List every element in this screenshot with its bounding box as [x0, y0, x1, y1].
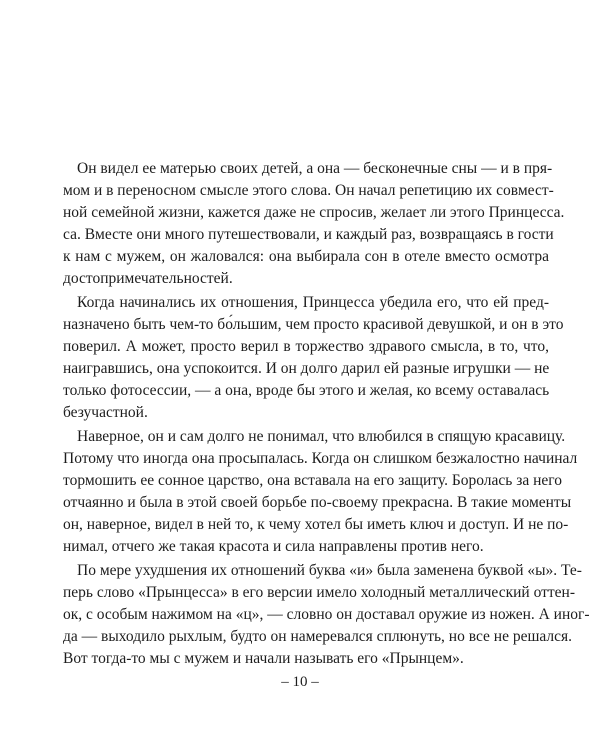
text-line: поверил. А может, просто верил в торжество здравого смысла, в то, что,: [63, 338, 549, 355]
text-line: отчаянно и была в этой своей борьбе по-своему прекрасна. В такие моменты: [63, 494, 572, 511]
text-line: ной семейной жизни, кажется даже не спросив, желает ли этого Принцесса.: [63, 204, 565, 221]
text-line: безучастной.: [63, 404, 148, 421]
text-line: По мере ухудшения их отношений буква «и» была заменена буквой «ы». Те-: [77, 562, 582, 579]
text-line: наигравшись, она успокоится. И он долго дарил ей разные игрушки — не: [63, 360, 550, 377]
text-line: са. Вместе они много путешествовали, и каждый раз, возвращаясь в гости: [63, 226, 554, 243]
text-line: Он видел ее матерью своих детей, а она — бесконечные сны — и в пря-: [77, 160, 553, 177]
paragraph-1: [63, 158, 565, 290]
text-line: ок, с особым нажимом на «ц», — словно он доставал оружие из ножен. А иног-: [63, 606, 590, 623]
paragraph-2: [63, 292, 564, 424]
page-number: – 10 –: [281, 674, 319, 690]
paragraph-3: [63, 426, 578, 558]
text-line: перь слово «Прынцесса» в его версии имело холодный металлический оттен-: [63, 584, 576, 601]
text-line: только фотосессии, — а она, вроде бы этого и желая, ко всему оставалась: [63, 382, 550, 399]
text-line: к нам с мужем, он жаловался: она выбирала сон в отеле вместо осмотра: [63, 248, 549, 265]
text-line: тормошить ее сонное царство, она вставала на его защиту. Боролась за него: [63, 472, 562, 489]
text-line: Когда начинались их отношения, Принцесса убедила его, что ей пред-: [77, 294, 549, 311]
paragraph-4: [63, 560, 590, 670]
text-line: достопримечательностей.: [63, 270, 233, 287]
text-line: Потому что иногда она просыпалась. Когда он слишком безжалостно начинал: [63, 450, 578, 467]
text-line: он, наверное, видел в ней то, к чему хотел бы иметь ключ и доступ. И не по-: [63, 516, 569, 533]
text-line: Наверное, он и сам долго не понимал, что влюбился в спящую красавицу.: [77, 428, 566, 445]
text-line: нимал, отчего же такая красота и сила направлены против него.: [63, 538, 484, 555]
body-text: [63, 158, 590, 670]
text-line: назначено быть чем-то бо́льшим, чем просто красивой девушкой, и он в это: [63, 316, 564, 333]
text-line: да — выходило рыхлым, будто он намеревался сплюнуть, но все не решался.: [63, 628, 573, 645]
text-line: Вот тогда-то мы с мужем и начали называть его «Прынцем».: [63, 650, 464, 667]
text-line: мом и в переносном смысле этого слова. Он начал репетицию их совмест-: [63, 182, 554, 199]
